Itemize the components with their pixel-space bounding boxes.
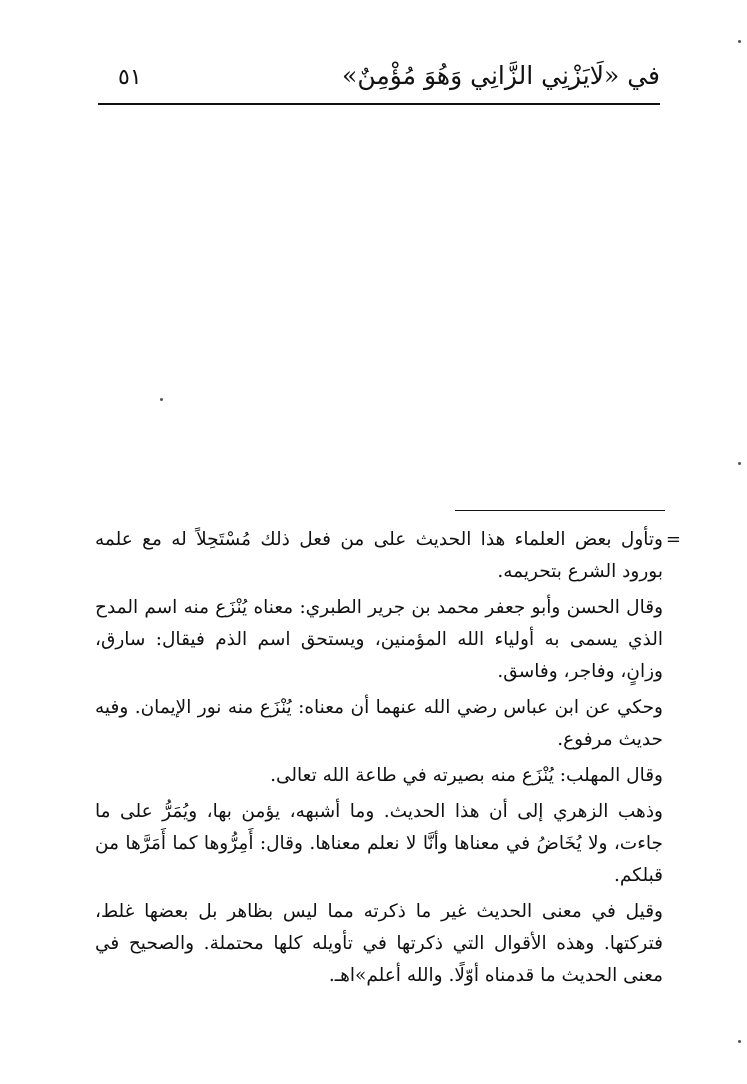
scan-speck xyxy=(738,462,741,465)
footnote-paragraph: وتأول بعض العلماء هذا الحديث على من فعل ذلك مُسْتَحِلاً له مع علمه بورود الشرع بتحريمه. xyxy=(95,529,663,582)
header-rule xyxy=(98,103,660,105)
continuation-mark: = xyxy=(665,529,681,550)
footnote-paragraph: وقال المهلب: يُنْزَع منه بصيرته في طاعة الله تعالى. xyxy=(270,765,663,786)
page-number: ٥١ xyxy=(118,65,142,90)
footnote-paragraph: وذهب الزهري إلى أن هذا الحديث. وما أشبهه، يؤمن بها، ويُمَرُّ على ما جاءت، ولا يُخَاضُ في معناها وأنَّا لا نعلم معناها. وقال: أَمِرُّوها كما أَمَرَّها من قبلكم. xyxy=(95,801,663,886)
footnote-separator xyxy=(455,510,665,511)
page-header xyxy=(100,55,660,99)
scan-speck xyxy=(738,1040,741,1043)
running-title: في «لَايَزْنِي الزَّانِي وَهُوَ مُؤْمِنٌ» xyxy=(342,61,660,90)
scan-speck xyxy=(160,398,163,401)
footnote-block xyxy=(95,524,681,996)
footnote-paragraph: وقيل في معنى الحديث غير ما ذكرته مما ليس بظاهر بل بعضها غلط، فتركتها. وهذه الأقوال التي ذكرتها في تأويله كلها محتملة. والصحيح في معنى الحديث ما قدمناه أوّلًا. والله أعلم»اهـ. xyxy=(95,901,663,986)
footnote-paragraph: وحكي عن ابن عباس رضي الله عنهما أن معناه: يُنْزَع منه نور الإيمان. وفيه حديث مرفوع. xyxy=(95,697,663,750)
scan-speck xyxy=(738,40,741,43)
footnote-paragraph: وقال الحسن وأبو جعفر محمد بن جرير الطبري: معناه يُنْزَع منه اسم المدح الذي يسمى به أولياء الله المؤمنين، ويستحق اسم الذم فيقال: سارق، وزانٍ، وفاجر، وفاسق. xyxy=(95,597,663,682)
